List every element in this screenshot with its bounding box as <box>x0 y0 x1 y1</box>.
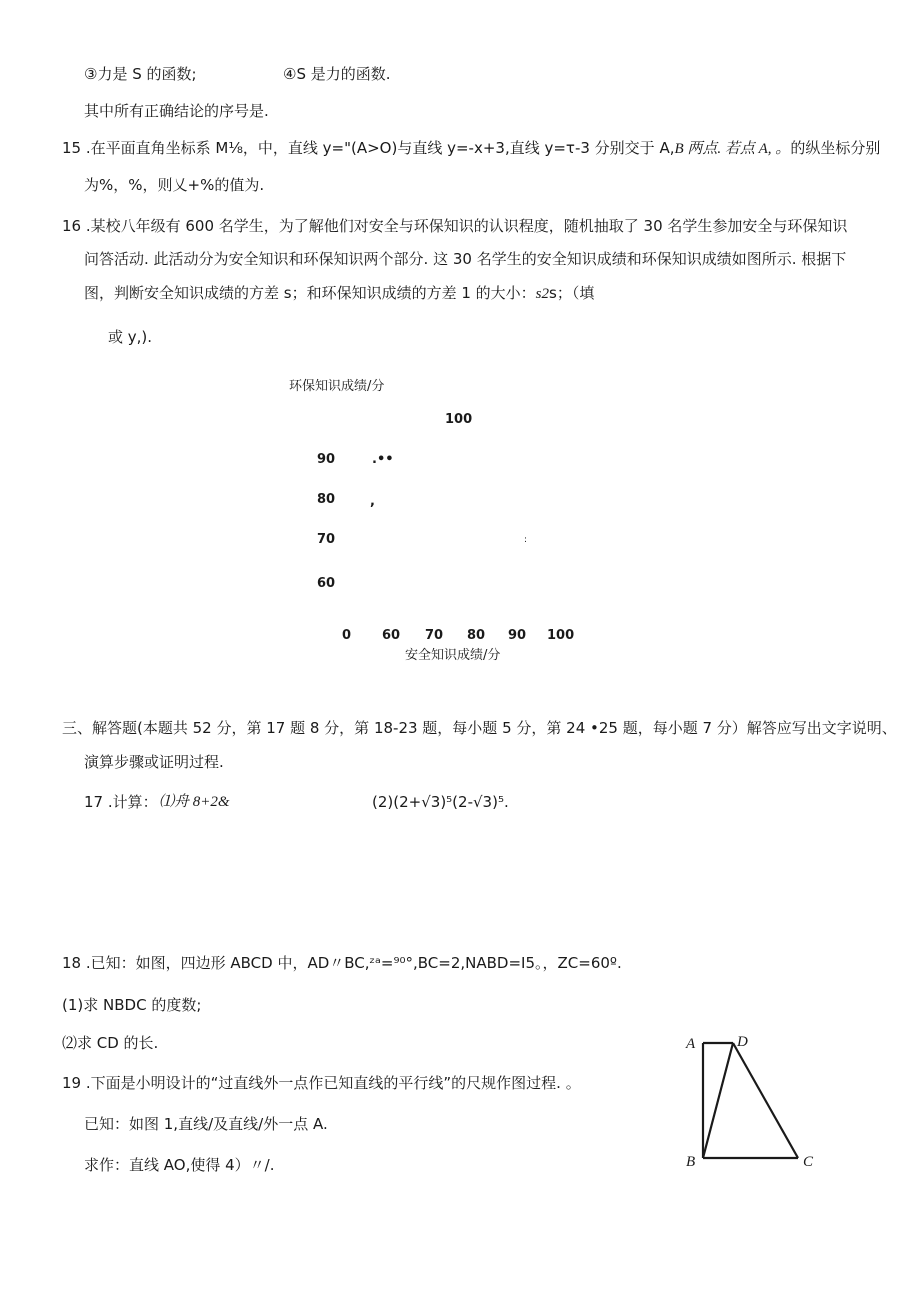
y-tick-label: 60 <box>317 576 336 591</box>
scatter-mark: .•• <box>372 452 394 467</box>
x-tick-label: 0 <box>342 628 352 643</box>
q15-text-a: 15 .在平面直角坐标系 M⅛，中，直线 y="(A>O)与直线 y=-x+3,直线 y=τ-3 分别交于 A, <box>62 139 675 157</box>
q19-given: 已知：如图 1,直线/及直线/外一点 A. <box>84 1115 328 1133</box>
segment-bd <box>703 1043 733 1158</box>
q16-line4: 或 y,). <box>108 328 153 346</box>
y-tick-label: 70 <box>317 532 336 547</box>
chart-xlabel: 安全知识成绩/分 <box>405 648 501 663</box>
q18-part2: ⑵求 CD 的长. <box>62 1034 159 1052</box>
scatter-mark: : <box>524 535 528 545</box>
chart-ylabel: 环保知识成绩/分 <box>289 379 385 394</box>
q19-line1: 19 .下面是小明设计的“过直线外一点作已知直线的平行线”的尺规作图过程. 。 <box>62 1074 581 1092</box>
section3-line2: 演算步骤或证明过程. <box>84 753 224 771</box>
q15-text-c: 的纵坐标分别 <box>790 139 881 157</box>
q18-line1: 18 .已知：如图，四边形 ABCD 中，AD〃BC,ᶻᵃ=⁹⁰°,BC=2,NABD=I5。，ZC=60º. <box>62 954 622 972</box>
section3-line1: 三、解答题(本题共 52 分，第 17 题 8 分，第 18-23 题，每小题 5 分，第 24 •25 题，每小题 7 分）解答应写出文字说明、 <box>62 719 897 737</box>
q18-part1: (1)求 NBDC 的度数; <box>62 996 202 1014</box>
q16-text-c: 图，判断安全知识成绩的方差 s；和环保知识成绩的方差 1 的大小： <box>84 284 536 302</box>
vertex-label-a: A <box>686 1036 696 1052</box>
option-4: ④S 是力的函数. <box>283 65 391 83</box>
q16-line1: 16 .某校八年级有 600 名学生，为了解他们对安全与环保知识的认识程度，随机抽取了 30 名学生参加安全与环保知识 <box>62 217 848 235</box>
x-tick-label: 80 <box>467 628 486 643</box>
q17-label: 17 .计算： <box>84 793 158 811</box>
y-tick-label: 80 <box>317 492 336 507</box>
x-tick-label: 100 <box>547 628 575 643</box>
vertex-label-d: D <box>737 1034 748 1050</box>
x-tick-label: 90 <box>508 628 527 643</box>
q14-prompt: 其中所有正确结论的序号是. <box>84 102 269 120</box>
q15-text-b: B 两点. 若点 A, 。 <box>674 141 791 157</box>
q16-text-c2: s；（填 <box>549 284 595 302</box>
q17-part1: ⑴舟 8+2& <box>159 794 230 810</box>
x-tick-label: 70 <box>425 628 444 643</box>
scatter-mark: , <box>370 494 375 509</box>
segment-dc <box>733 1043 798 1158</box>
q16-line3 <box>84 283 594 304</box>
q16-line2: 问答活动. 此活动分为安全知识和环保知识两个部分. 这 30 名学生的安全知识成绩和环保知识成绩如图所示. 根据下 <box>84 250 847 268</box>
vertex-label-c: C <box>803 1154 814 1170</box>
q17-part2: (2)(2+√3)⁵(2-√3)⁵. <box>372 793 509 811</box>
q15-line1 <box>62 138 880 159</box>
x-tick-label: 60 <box>382 628 401 643</box>
q16-variance-symbol: s2 <box>535 286 550 302</box>
y-tick-label: 100 <box>445 412 473 427</box>
vertex-label-b: B <box>686 1154 696 1170</box>
q19-todo: 求作：直线 AO,使得 4）〃/. <box>84 1156 275 1174</box>
y-tick-label: 90 <box>317 452 336 467</box>
option-3: ③力是 S 的函数; <box>84 65 197 83</box>
q15-line2: 为%，%，则乂+%的值为. <box>84 176 265 194</box>
